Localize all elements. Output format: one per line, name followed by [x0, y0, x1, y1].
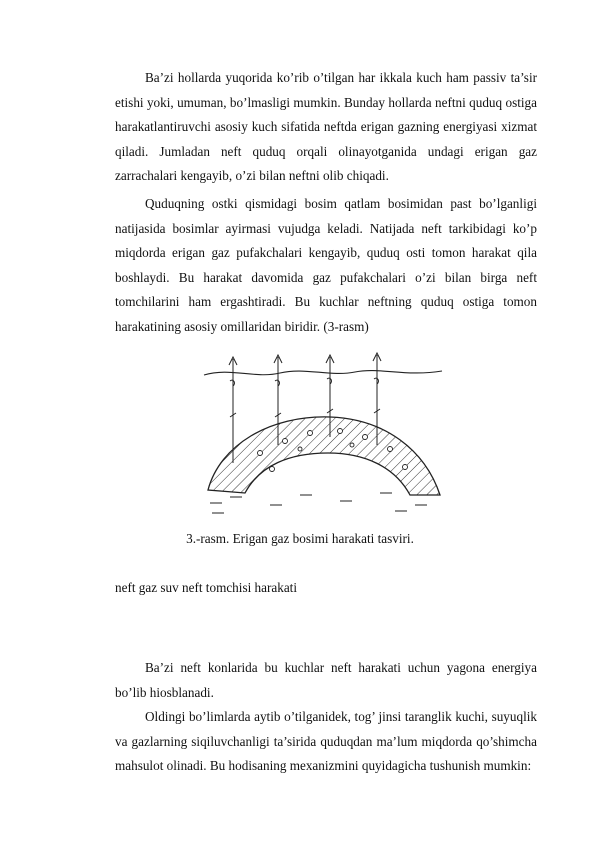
- figure-legend: neft gaz suv neft tomchisi harakati: [115, 580, 297, 595]
- paragraph-2-text: Quduqning ostki qismidagi bosim qatlam bosimidan past bo’lganligi natijasida bosimlar ayirmasi vujudga keladi. Natijada neft tarkibidagi ko’p miqdorda erigan gaz pufakchalari kengayib, quduq osti tomon harakat qila boshlaydi. Bu harakat davomida gaz pufakchalari o’zi bilan birga neft tomchilarini ham ergashtiradi. Bu kuchlar neftning quduq ostiga tomon harakatining asosiy omillaridan biridir. (3-rasm): [115, 196, 537, 334]
- water-dashes: [210, 493, 427, 513]
- paragraph-4: [115, 705, 537, 779]
- oil-layer-dome: [208, 417, 440, 495]
- gas-pressure-figure: [200, 345, 446, 515]
- surface-line: [204, 371, 442, 375]
- figure-caption: 3.-rasm. Erigan gaz bosimi harakati tasviri.: [186, 531, 414, 546]
- paragraph-1-text: Ba’zi hollarda yuqorida ko’rib o’tilgan har ikkala kuch ham passiv ta’sir etishi yoki, umuman, bo’lmasligi mumkin. Bunday hollarda neftni quduq ostiga harakatlantiruvchi asosiy kuch sifatida neftda erigan gazning energiyasi xizmat qiladi. Jumladan neft quduq orqali olinayotganida undagi erigan gaz zarrachalari kengayib, o’zi bilan neftni olib chiqadi.: [115, 70, 537, 184]
- paragraph-3: [115, 656, 537, 705]
- paragraph-1: [115, 66, 537, 189]
- paragraph-2: [115, 192, 537, 340]
- paragraph-4-text: Oldingi bo’limlarda aytib o’tilganidek, tog’ jinsi taranglik kuchi, suyuqlik va gazlarning siqiluvchanligi ta’sirida quduqdan ma’lum miqdorda qo’shimcha mahsulot olinadi. Bu hodisaning mexanizmini quyidagicha tushunish mumkin:: [115, 709, 537, 774]
- paragraph-3-text: Ba’zi neft konlarida bu kuchlar neft harakati uchun yagona energiya bo’lib hiosblanadi.: [115, 660, 537, 700]
